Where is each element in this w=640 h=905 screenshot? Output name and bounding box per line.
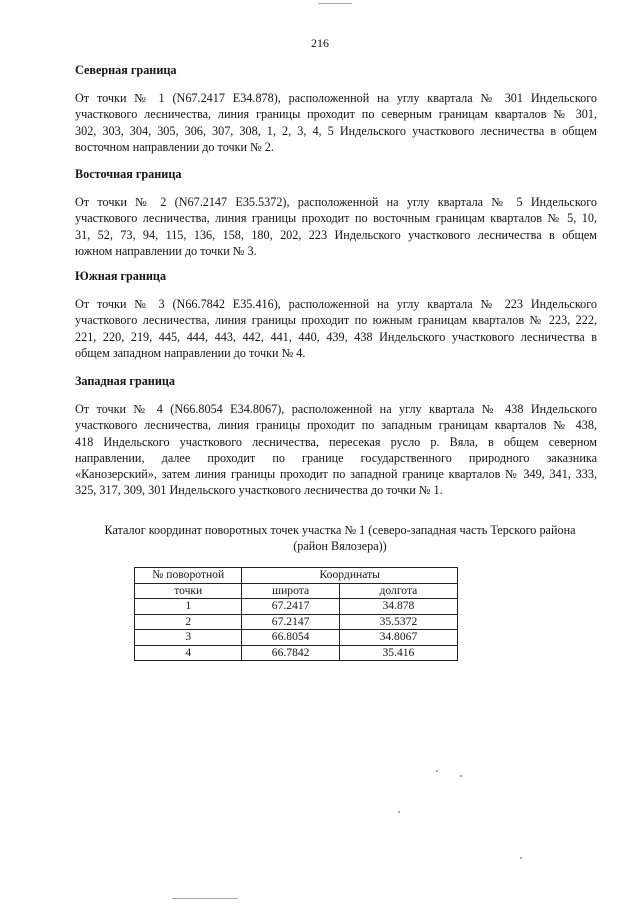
table-header-row: [135, 568, 458, 584]
cell-point: 2: [135, 614, 242, 630]
section-title-west: Западная граница: [75, 374, 175, 388]
cell-latitude: 67.2417: [242, 599, 339, 615]
text-line: 325, 317, 309, 301 Индельского участкового лесничества до точки № 1.: [75, 483, 443, 498]
table-row: [135, 599, 458, 615]
text-line: общем западном направлении до точки № 4.: [75, 345, 306, 360]
text-line: восточном направлении до точки № 2.: [75, 139, 274, 154]
section-title-north: Северная граница: [75, 63, 177, 77]
table-row: [135, 645, 458, 661]
text-line: участкового лесничества, линия границы проходит по восточным границам кварталов № 5, 10,: [75, 211, 597, 226]
text-line: «Канозерский», затем линия границы проходит по западной границе кварталов № 349, 341, 333,: [75, 467, 597, 482]
text-line: 418 Индельского участкового лесничества, пересекая русло р. Вяла, в общем северном: [75, 434, 597, 449]
coordinates-table: [134, 567, 458, 661]
cell-longitude: 35.416: [339, 645, 457, 661]
scan-artifact: [398, 811, 400, 813]
scan-artifact: [318, 3, 352, 4]
cell-longitude: 34.878: [339, 599, 457, 615]
catalog-caption: [60, 522, 620, 555]
scan-artifact: [172, 898, 238, 899]
table-header-row: [135, 583, 458, 599]
text-line: 302, 303, 304, 305, 306, 307, 308, 1, 2, 3, 4, 5 Индельского участкового лесничества в общем: [75, 123, 597, 138]
header-coordinates: Координаты: [242, 568, 458, 584]
text-line: От точки № 3 (N66.7842 E35.416), расположенной на углу квартала № 223 Индельского: [75, 297, 597, 311]
section-text-west: [75, 401, 597, 499]
text-line: южном направлении до точки № 3.: [75, 243, 257, 258]
text-line: От точки № 1 (N67.2417 E34.878), расположенной на углу квартала № 301 Индельского: [75, 91, 597, 105]
header-point-number-2: точки: [135, 583, 242, 599]
text-line: участкового лесничества, линия границы проходит по южным границам кварталов № 223, 222,: [75, 313, 597, 328]
cell-latitude: 66.7842: [242, 645, 339, 661]
section-text-north: [75, 90, 597, 155]
table-row: [135, 614, 458, 630]
text-line: участкового лесничества, линия границы проходит по западным границам кварталов № 438,: [75, 418, 597, 433]
scan-artifact: [436, 770, 438, 772]
section-title-south: Южная граница: [75, 269, 167, 283]
cell-longitude: 34.8067: [339, 630, 457, 646]
header-latitude: широта: [242, 583, 339, 599]
table-row: [135, 630, 458, 646]
text-line: направлении, далее проходит по границе государственного природного заказника: [75, 450, 597, 465]
header-point-number: № поворотной: [135, 568, 242, 584]
text-line: От точки № 4 (N66.8054 E34.8067), расположенной на углу квартала № 438 Индельского: [75, 402, 597, 416]
text-line: 31, 52, 73, 94, 115, 136, 158, 180, 202, 223 Индельского участкового лесничества в общем: [75, 227, 597, 242]
text-line: участкового лесничества, линия границы проходит по северным границам кварталов № 301,: [75, 107, 597, 122]
cell-point: 1: [135, 599, 242, 615]
cell-latitude: 67.2147: [242, 614, 339, 630]
scan-artifact: [520, 857, 522, 859]
section-text-east: [75, 194, 597, 259]
text-line: 221, 220, 219, 445, 444, 443, 442, 441, 440, 439, 438 Индельского участкового лесничества в: [75, 329, 597, 344]
catalog-caption-line: (район Вялозера)): [293, 539, 387, 554]
catalog-caption-line: Каталог координат поворотных точек участка № 1 (северо-западная часть Терского района: [104, 523, 576, 537]
section-text-south: [75, 296, 597, 361]
scan-artifact: [460, 775, 462, 777]
page-number: 216: [311, 36, 329, 50]
cell-latitude: 66.8054: [242, 630, 339, 646]
cell-point: 4: [135, 645, 242, 661]
section-title-east: Восточная граница: [75, 167, 182, 181]
cell-point: 3: [135, 630, 242, 646]
cell-longitude: 35.5372: [339, 614, 457, 630]
text-line: От точки № 2 (N67.2147 E35.5372), расположенной на углу квартала № 5 Индельского: [75, 195, 597, 209]
header-longitude: долгота: [339, 583, 457, 599]
